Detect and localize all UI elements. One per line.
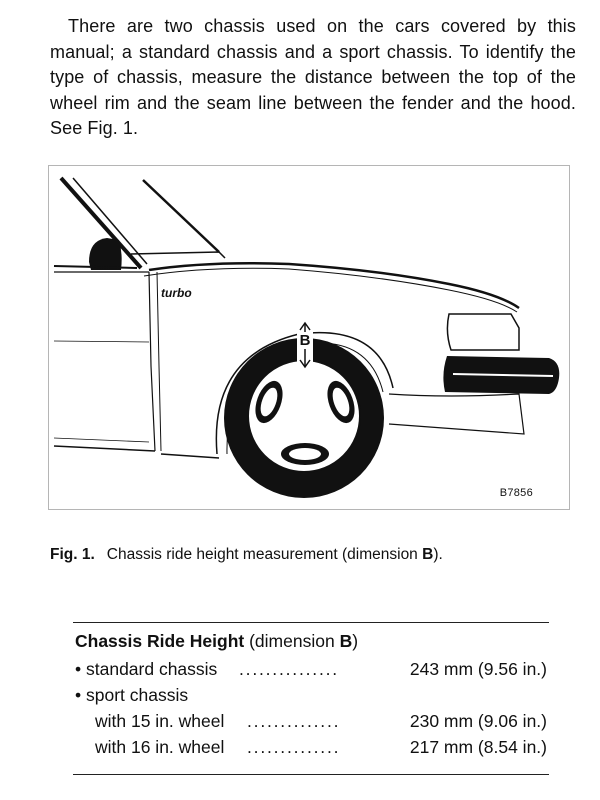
row-leader-dots: .............. [247,711,341,731]
row-leader-dots: .............. [247,737,341,757]
figure-illustration [48,165,570,510]
ride-height-title: Chassis Ride Height [75,631,245,651]
row-label: with 15 in. wheel [95,711,225,731]
ride-height-title-letter: B [339,631,353,651]
ride-height-table [73,622,549,775]
row-label: • sport chassis [75,685,189,705]
row-value: 230 mm (9.06 in.) [409,711,547,731]
ride-height-title-end: ) [352,631,359,651]
row-value: 217 mm (8.54 in.) [409,737,547,757]
mirror-shape [89,238,122,270]
turbo-badge: turbo [161,286,192,300]
ride-height-title-suffix: (dimension [249,631,340,651]
intro-paragraph: There are two chassis used on the cars covered by this manual; a standard chassis and a sport chassis. To identify the type of chassis, measure the distance between the top of the wheel rim and the seam line between the fender and the hood. See Fig. 1. [50,16,576,138]
row-value: 243 mm (9.56 in.) [409,659,547,679]
ride-height-heading [75,631,358,652]
ride-height-row [75,711,547,735]
figure-code: B7856 [499,487,533,499]
ride-height-row [75,685,547,709]
ride-height-row [75,737,547,761]
figure-number: Fig. 1. [50,546,95,563]
caption-text-end: ). [433,546,443,563]
dimension-b-label: B [297,332,313,349]
row-label: with 16 in. wheel [95,737,225,757]
row-label: • standard chassis [75,659,218,679]
caption-text: Chassis ride height measurement (dimension [106,546,423,563]
figure-caption [50,546,443,564]
caption-letter: B [422,546,434,563]
ride-height-row [75,659,547,683]
row-leader-dots: ............... [239,659,339,679]
